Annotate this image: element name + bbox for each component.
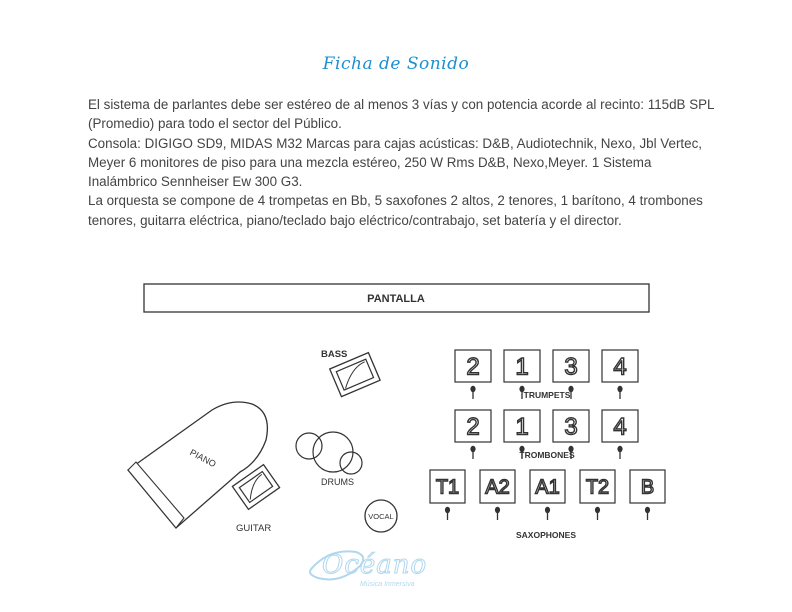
saxophone-stand	[530, 470, 565, 520]
paragraph-speakers: El sistema de parlantes debe ser estéreo de al menos 3 vías y con potencia acorde al recinto: 115dB SPL (Promedio) para todo el sector del Público.	[88, 97, 715, 132]
drum-kit	[296, 432, 362, 474]
page-title: Ficha de Sonido	[322, 54, 470, 74]
piano-label: PIANO	[188, 447, 218, 470]
saxophone-stand	[580, 470, 615, 520]
trumpet-part: 4	[613, 353, 627, 381]
trombone-stand	[602, 410, 638, 459]
saxophone-stand	[430, 470, 465, 520]
microphone-icon	[595, 507, 600, 520]
bass-label: BASS	[321, 349, 348, 360]
trombone-part: 1	[515, 413, 529, 441]
screen	[144, 284, 649, 312]
trombone-part: 3	[564, 413, 578, 441]
paragraph-console: Consola: DIGIGO SD9, MIDAS M32 Marcas para cajas acústicas: D&B, Audiotechnik, Nexo, Jbl Vertec, Meyer 6 monitores de piso para una mezcla estéreo, 250 W Rms D&B, Nexo,Meyer. 1 Sistema Inalámbrico Sennheiser Ew 300 G3.	[88, 135, 702, 190]
microphone-icon	[645, 507, 650, 520]
microphone-icon	[617, 386, 622, 399]
trombone-stand	[455, 410, 491, 459]
microphone-icon	[470, 446, 475, 459]
oceano-logo	[310, 550, 427, 588]
saxophones-label: SAXOPHONES	[516, 530, 576, 540]
guitar-label: GUITAR	[236, 523, 272, 534]
microphone-icon	[470, 386, 475, 399]
microphone-icon	[495, 507, 500, 520]
saxophone-stand	[480, 470, 515, 520]
logo-tagline: Música Inmersiva	[360, 581, 415, 588]
logo-name: Océano	[322, 550, 428, 580]
drums-label: DRUMS	[321, 477, 354, 487]
paragraph-orchestra: La orquesta se compone de 4 trompetas en Bb, 5 saxofones 2 altos, 2 tenores, 1 barítono, 4 trombones tenores, guitarra eléctrica, piano/teclado bajo eléctrico/contrabajo, set batería y el director.	[88, 193, 703, 228]
trombone-part: 4	[613, 413, 627, 441]
saxophone-part: B	[640, 476, 655, 499]
trumpet-part: 1	[515, 353, 529, 381]
trombone-part: 2	[466, 413, 480, 441]
vocal-mic	[365, 500, 397, 532]
trumpets-label: TRUMPETS	[523, 390, 571, 400]
trumpet-part: 3	[564, 353, 578, 381]
trumpet-stand	[455, 350, 491, 399]
trumpet-stand	[602, 350, 638, 399]
saxophone-part: T1	[435, 476, 460, 499]
saxophone-part: A2	[485, 476, 510, 499]
saxophone-stand	[630, 470, 665, 520]
saxophone-part: A1	[535, 476, 560, 499]
saxophone-section	[430, 470, 665, 520]
microphone-icon	[545, 507, 550, 520]
trombones-label: TROMBONES	[519, 450, 575, 460]
saxophone-part: T2	[585, 476, 610, 499]
vocal-label: VOCAL	[368, 512, 394, 521]
microphone-icon	[617, 446, 622, 459]
screen-label: PANTALLA	[367, 293, 425, 305]
piano	[128, 402, 267, 528]
microphone-icon	[445, 507, 450, 520]
trumpet-part: 2	[466, 353, 480, 381]
